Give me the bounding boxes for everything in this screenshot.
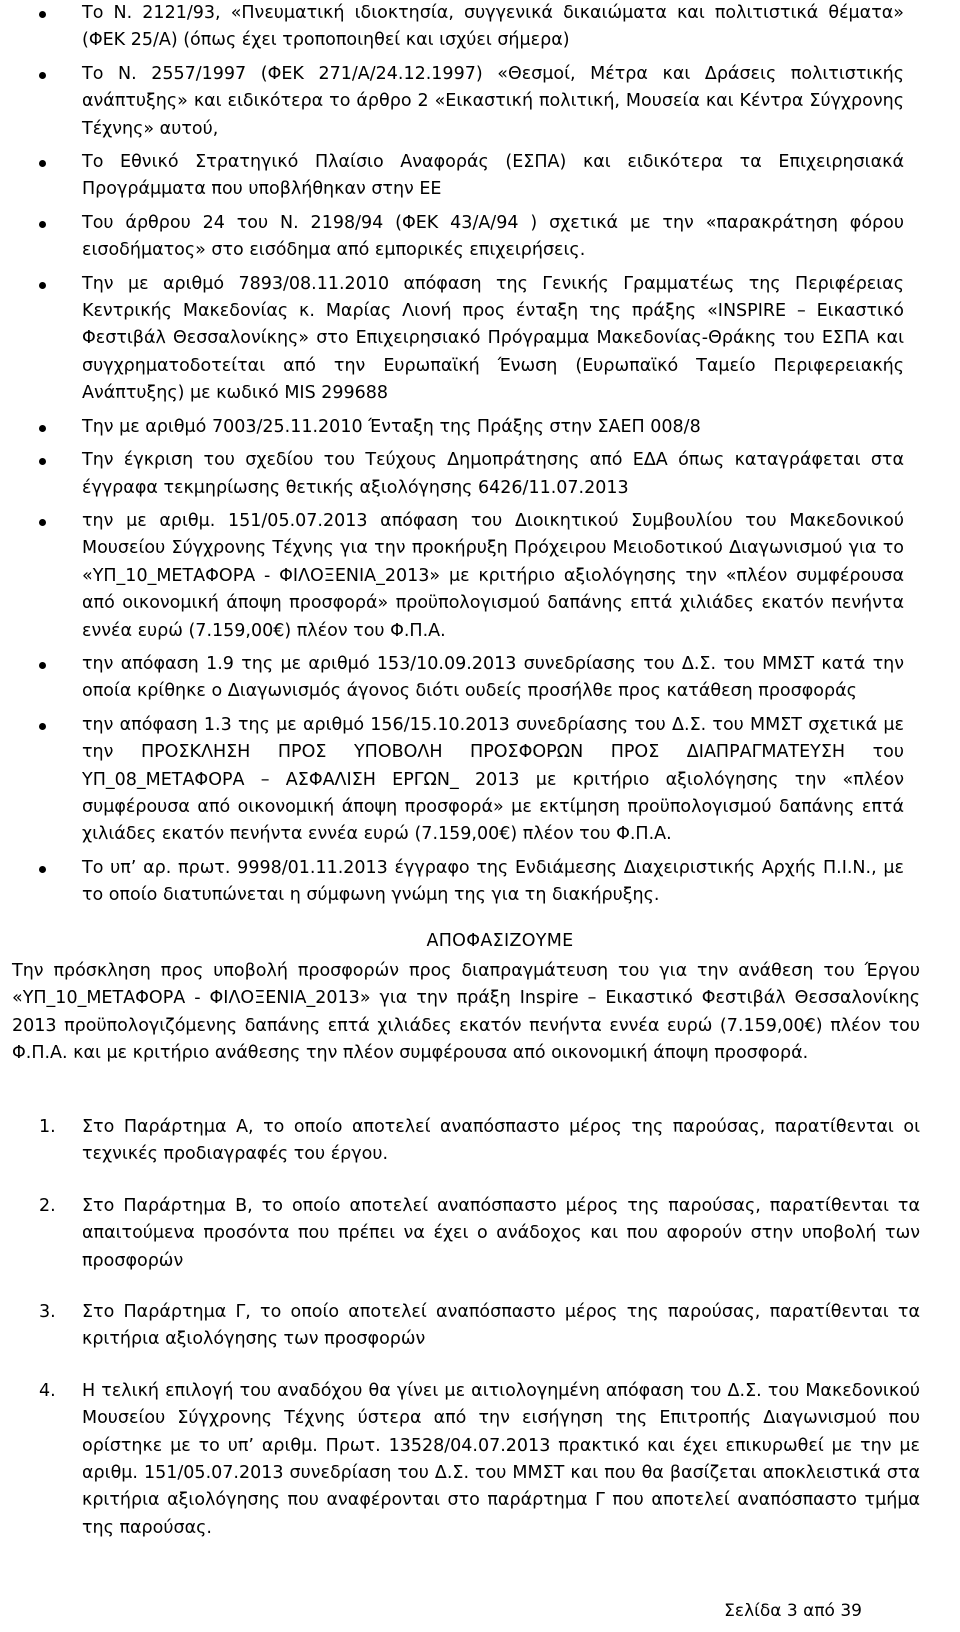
list-item-text: Το Ν. 2121/93, «Πνευματική ιδιοκτησία, συγγενικά δικαιώματα και πολιτιστικά θέματα» (ΦΕΚ 25/Α) (όπως έχει τροποποιηθεί και ισχύει σήμερα) <box>82 3 904 51</box>
list-item <box>0 508 960 645</box>
list-item <box>0 447 960 502</box>
list-item <box>0 651 960 706</box>
list-item <box>0 1114 960 1169</box>
bullet-icon <box>39 425 46 432</box>
bullet-icon <box>39 160 46 167</box>
bullet-icon <box>39 221 46 228</box>
list-item-text: Η τελική επιλογή του αναδόχου θα γίνει με αιτιολογημένη απόφαση του Δ.Σ. του Μακεδονικού Μουσείου Σύγχρονης Τέχνης ύστερα από την εισήγηση της Επιτροπής Διαγωνισμού που ορίστηκε με το υπ’ αριθμ. Πρωτ. 13528/04.07.2013 πρακτικό και έχει επικυρωθεί με την με αριθμ. 151/05.07.2013 συνεδρίαση του Δ.Σ. του ΜΜΣΤ και που θα βασίζεται αποκλειστικά στα κριτήρια αξιολόγησης που αναφέρονται στο παράρτημα Γ που αποτελεί αναπόσπαστο τμήμα της παρούσας. <box>82 1380 920 1538</box>
item-number: 2. <box>39 1195 56 1216</box>
list-item <box>0 1378 960 1542</box>
bullet-icon <box>39 282 46 289</box>
item-number: 1. <box>39 1117 56 1137</box>
list-item-text: την απόφαση 1.9 της με αριθμό 153/10.09.2013 συνεδρίασης του Δ.Σ. του ΜΜΣΤ κατά την οποία κρίθηκε ο Διαγωνισμός άγονος διότι ουδείς προσήλθε προς κατάθεση προσφοράς <box>82 653 904 702</box>
decision-heading: ΑΠΟΦΑΣΙΖΟΥΜΕ <box>426 931 574 951</box>
page-number: Σελίδα 3 από 39 <box>724 1601 862 1621</box>
bullet-icon <box>39 866 46 873</box>
bullet-icon <box>39 662 46 669</box>
list-item <box>0 149 960 204</box>
list-item-text: Στο Παράρτημα Β, το οποίο αποτελεί αναπόσπαστο μέρος της παρούσας, παρατίθενται τα απαιτούμενα προσόντα που πρέπει να έχει ο ανάδοχος και που αφορούν στην υποβολή των προσφορών <box>82 1195 920 1271</box>
list-item-text: την με αριθμ. 151/05.07.2013 απόφαση του Διοικητικού Συμβουλίου του Μακεδονικού Μουσείου Σύγχρονης Τέχνης για την προκήρυξη Πρόχειρου Μειοδοτικού Διαγωνισμού για το «ΥΠ_10_ΜΕΤΑΦΟΡΑ - ΦΙΛΟΞΕΝΙΑ_2013» με κριτήριο αξιολόγησης την «πλέον συμφέρουσα από οικονομική άποψη προσφορά» προϋπολογισμού δαπάνης επτά χιλιάδες εκατόν πενήντα εννέα ευρώ (7.159,00€) πλέον του Φ.Π.Α. <box>82 510 904 641</box>
list-item <box>0 0 960 55</box>
item-number: 4. <box>39 1380 56 1401</box>
list-item-text: Στο Παράρτημα Α, το οποίο αποτελεί αναπόσπαστο μέρος της παρούσας, παρατίθενται οι τεχνικές προδιαγραφές του έργου. <box>82 1117 920 1165</box>
list-item <box>0 210 960 265</box>
list-item <box>0 712 960 849</box>
list-item <box>0 271 960 408</box>
item-number: 3. <box>39 1302 56 1323</box>
list-item <box>0 1193 960 1275</box>
list-item <box>0 61 960 143</box>
list-item-text: Του άρθρου 24 του Ν. 2198/94 (ΦΕΚ 43/Α/94 ) σχετικά με την «παρακράτηση φόρου εισοδήματος» στο εισόδημα από εμπορικές επιχειρήσεις. <box>82 212 904 261</box>
bullet-icon <box>39 519 46 526</box>
list-item-text: Την με αριθμό 7003/25.11.2010 Ένταξη της Πράξης στην ΣΑΕΠ 008/8 <box>82 416 701 437</box>
list-item-text: Το Εθνικό Στρατηγικό Πλαίσιο Αναφοράς (ΕΣΠΑ) και ειδικότερα τα Επιχειρησιακά Προγράμματα που υποβλήθηκαν στην ΕΕ <box>82 152 904 200</box>
bullet-icon <box>39 458 46 465</box>
list-item-text: Το Ν. 2557/1997 (ΦΕΚ 271/Α/24.12.1997) «Θεσμοί, Μέτρα και Δράσεις πολιτιστικής ανάπτυξης» και ειδικότερα το άρθρο 2 «Εικαστική πολιτική, Μουσεία και Κέντρα Σύγχρονης Τέχνης» αυτού, <box>82 63 904 139</box>
bullet-icon <box>39 723 46 730</box>
list-item <box>0 1299 960 1354</box>
list-item <box>0 414 960 441</box>
decision-paragraph: Την πρόσκληση προς υποβολή προσφορών προς διαπραγμάτευση του για την ανάθεση του Έργου «ΥΠ_10_ΜΕΤΑΦΟΡΑ - ΦΙΛΟΞΕΝΙΑ_2013» για την πράξη Inspire – Εικαστικό Φεστιβάλ Θεσσαλονίκης 2013 προϋπολογιζόμενης δαπάνης επτά χιλιάδες εκατόν πενήντα εννέα ευρώ (7.159,00€) πλέον του Φ.Π.Α. και με κριτήριο ανάθεσης την πλέον συμφέρουσα από οικονομική άποψη προσφορά. <box>12 961 920 1064</box>
list-item-text: Στο Παράρτημα Γ, το οποίο αποτελεί αναπόσπαστο μέρος της παρούσας, παρατίθενται τα κριτήρια αξιολόγησης των προσφορών <box>82 1302 920 1350</box>
annex-list <box>0 1114 960 1566</box>
list-item-text: Την έγκριση του σχεδίου του Τεύχους Δημοπράτησης από ΕΔΑ όπως καταγράφεται στα έγγραφα τεκμηρίωσης θετικής αξιολόγησης 6426/11.07.2013 <box>82 450 904 498</box>
list-item-text: την απόφαση 1.3 της με αριθμό 156/15.10.2013 συνεδρίασης του Δ.Σ. του ΜΜΣΤ σχετικά με την ΠΡΟΣΚΛΗΣΗ ΠΡΟΣ ΥΠΟΒΟΛΗ ΠΡΟΣΦΟΡΩΝ ΠΡΟΣ ΔΙΑΠΡΑΓΜΑΤΕΥΣΗ του ΥΠ_08_ΜΕΤΑΦΟΡΑ – ΑΣΦΑΛΙΣΗ ΕΡΓΩΝ_ 2013 με κριτήριο αξιολόγησης την «πλέον συμφέρουσα από οικονομική άποψη προσφορά» με εκτίμηση προϋπολογισμού δαπάνης επτά χιλιάδες εκατόν πενήντα εννέα ευρώ (7.159,00€) πλέον του Φ.Π.Α. <box>82 714 904 845</box>
list-item-text: Το υπ’ αρ. πρωτ. 9998/01.11.2013 έγγραφο της Ενδιάμεσης Διαχειριστικής Αρχής Π.Ι.Ν., με το οποίο διατυπώνεται η σύμφωνη γνώμη της για τη διακήρυξης. <box>82 857 904 906</box>
list-item <box>0 855 960 910</box>
list-item-text: Την με αριθμό 7893/08.11.2010 απόφαση της Γενικής Γραμματέως της Περιφέρειας Κεντρικής Μακεδονίας κ. Μαρίας Λιονή προς ένταξη της πράξης «INSPIRE – Εικαστικό Φεστιβάλ Θεσσαλονίκης» στο Επιχειρησιακό Πρόγραμμα Μακεδονίας-Θράκης του ΕΣΠΑ και συγχρηματοδοτείται από την Ευρωπαϊκή Ένωση (Ευρωπαϊκό Ταμείο Περιφερειακής Ανάπτυξης) με κωδικό MIS 299688 <box>82 273 904 404</box>
bullet-icon <box>39 11 46 18</box>
bullet-icon <box>39 72 46 79</box>
